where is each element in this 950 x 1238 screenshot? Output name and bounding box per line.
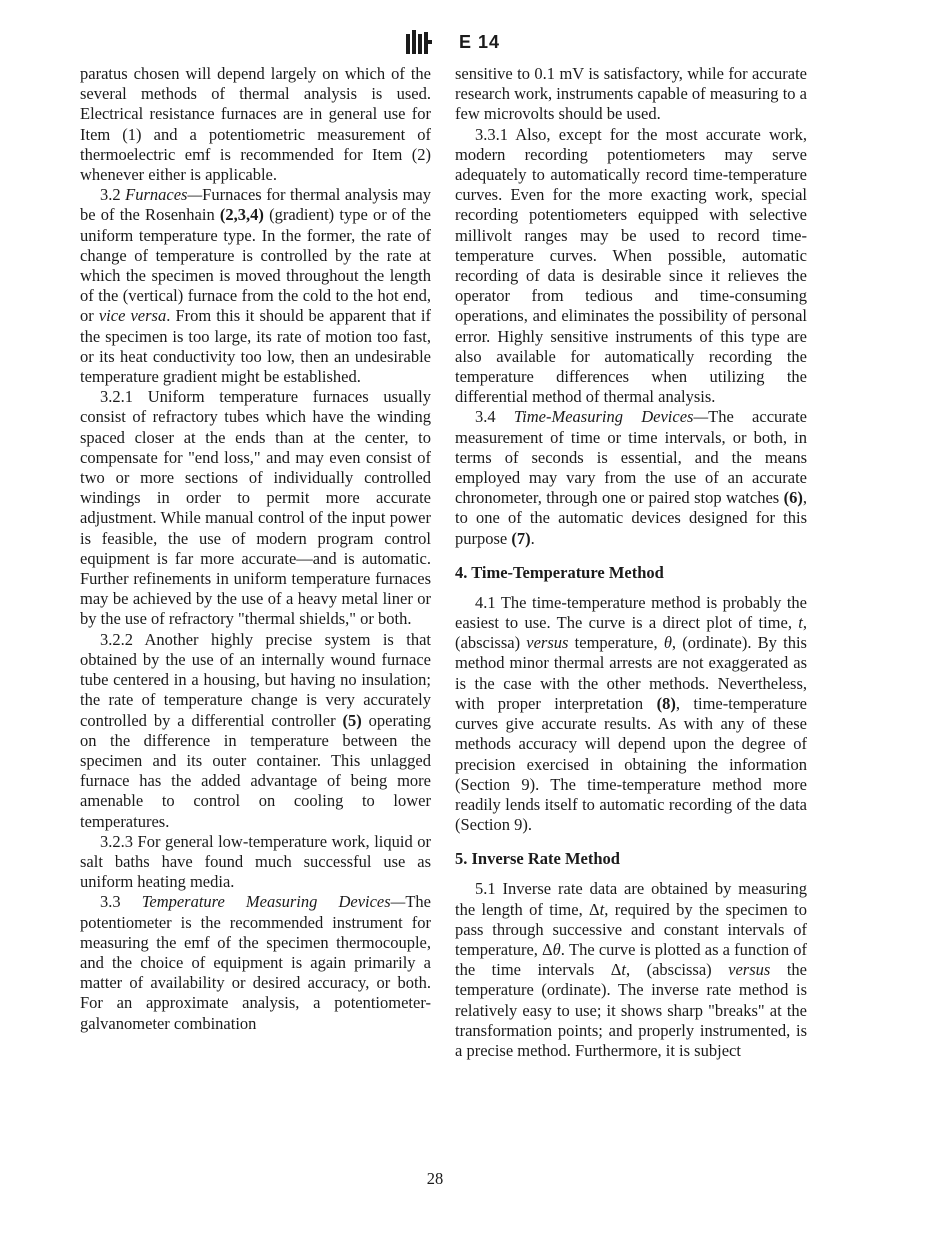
reference: (6) (783, 488, 803, 508)
paragraph-3-3-1: 3.3.1 Also, except for the most accurate work, modern recording potentiometers may serve adequately to automatically record time-temperature curves. Even for the more exacting work, special recording potentiometers equipped with selective millivolt ranges may be used to record time-temperature curves. When possible, automatic recording of data is desirable since it relieves the operator from tedious and time-consuming operations, and eliminates the possibility of personal error. Highly sensitive instruments of this type are also available for automatically recording the temperature differences when utilizing the differential method of thermal analysis. (455, 124, 807, 407)
paragraph-3-2: 3.2 Furnaces—Furnaces for thermal analysis may be of the Rosenhain (2,3,4) (gradient) type or of the uniform temperature type. In the former, the rate of change of temperature is controlled by the rate at which the specimen is moved throughout the length of the (vertical) furnace from the cold to the hot end, or vice versa. From this it should be apparent that if the specimen is too large, its rate of motion too fast, or its heat conductivity too low, then an undesirable temperature gradient might be established. (80, 185, 432, 387)
reference: (8) (656, 693, 676, 713)
reference: (5) (342, 710, 362, 730)
page-number: 28 (426, 1169, 444, 1188)
temperature-devices-heading: Temperature Measuring Devices— (141, 892, 406, 912)
document-designation: E 14 (459, 32, 501, 52)
astm-logo-icon (404, 28, 434, 58)
paragraph-4-1: 4.1 The time-temperature method is probably the easiest to use. The curve is a direct plot of time, t, (abscissa) versus temperature, θ, (ordinate). By this method minor thermal arrests are not exaggerated as is the case with the other methods. Nevertheless, with proper interpretation (8), time-temperature curves give accurate results. As with any of these methods accuracy will depend upon the degree of precision exercised in obtaining the information (Section 9). The time-temperature method more readily lends itself to automatic recording of the data (Section 9). (455, 592, 808, 835)
paragraph-3-2-3: 3.2.3 For general low-temperature work, liquid or salt baths have found much successful use as uniform heating media. (80, 831, 431, 892)
reference: (2,3,4) (219, 205, 264, 225)
paragraph-3-3: 3.3 Temperature Measuring Devices—The potentiometer is the recommended instrument for measuring the emf of the specimen thermocouple, and the choice of equipment is again primarily a matter of availability or desired accuracy, or both. For an approximate analysis, a potentiometer-galvanometer combination (80, 892, 431, 1033)
paragraph-continued: paratus chosen will depend largely on which of the several methods of thermal analysis is used. Electrical resistance furnaces are in general use for Item (1) and a potentiometric measurement of thermoelectric emf is recommended for Item (2) whenever either is applicable. (80, 64, 431, 185)
paragraph-3-4: 3.4 Time-Measuring Devices—The accurate measurement of time or time intervals, or both, in terms of seconds is essential, and the means employed may vary from the use of an accurate chronometer, through one or paired stop watches (6), to one of the automatic devices designed for this purpose (7). (455, 407, 807, 548)
section-5-heading: 5. Inverse Rate Method (455, 849, 620, 869)
furnaces-heading: Furnaces— (125, 185, 203, 205)
paragraph-5-1: 5.1 Inverse rate data are obtained by measuring the length of time, Δt, required by the specimen to pass through successive and constant intervals of temperature, Δθ. The curve is plotted as a function of the time intervals Δt, (abscissa) versus the temperature (ordinate). The inverse rate method is relatively easy to use; it shows sharp "breaks" at the transformation points; and properly instrumented, is a precise method. Furthermore, it is subject (455, 879, 807, 1060)
right-column (455, 64, 807, 1061)
section-4-heading: 4. Time-Temperature Method (455, 562, 664, 582)
paragraph-continued: sensitive to 0.1 mV is satisfactory, while for accurate research work, instruments capable of measuring to a few microvolts should be used. (455, 64, 807, 124)
paragraph-3-2-2: 3.2.2 Another highly precise system is that obtained by the use of an internally wound furnace tube centered in a housing, but having no insulation; the rate of temperature change is very accurately controlled by a differential controller (5) operating on the difference in temperature between the specimen and its outer container. This unlagged furnace has the added advantage of being more amenable to control on cooling to lower temperatures. (80, 629, 431, 831)
left-column (80, 64, 431, 1034)
page-header (0, 24, 950, 64)
reference: (7) (511, 528, 531, 548)
paragraph-3-2-1: 3.2.1 Uniform temperature furnaces usually consist of refractory tubes which have the winding spaced closer at the ends than at the center, to compensate for "end loss," and may even consist of two or more sections of individually controlled windings in order to permit more accurate adjustment. While manual control of the input power is feasible, the use of modern program control equipment is far more accurate—and is automatic. Further refinements in uniform temperature furnaces may be achieved by the use of a heavy metal liner or by the use of refractory "thermal shields," or both. (80, 387, 431, 629)
time-devices-heading: Time-Measuring Devices— (513, 407, 709, 427)
